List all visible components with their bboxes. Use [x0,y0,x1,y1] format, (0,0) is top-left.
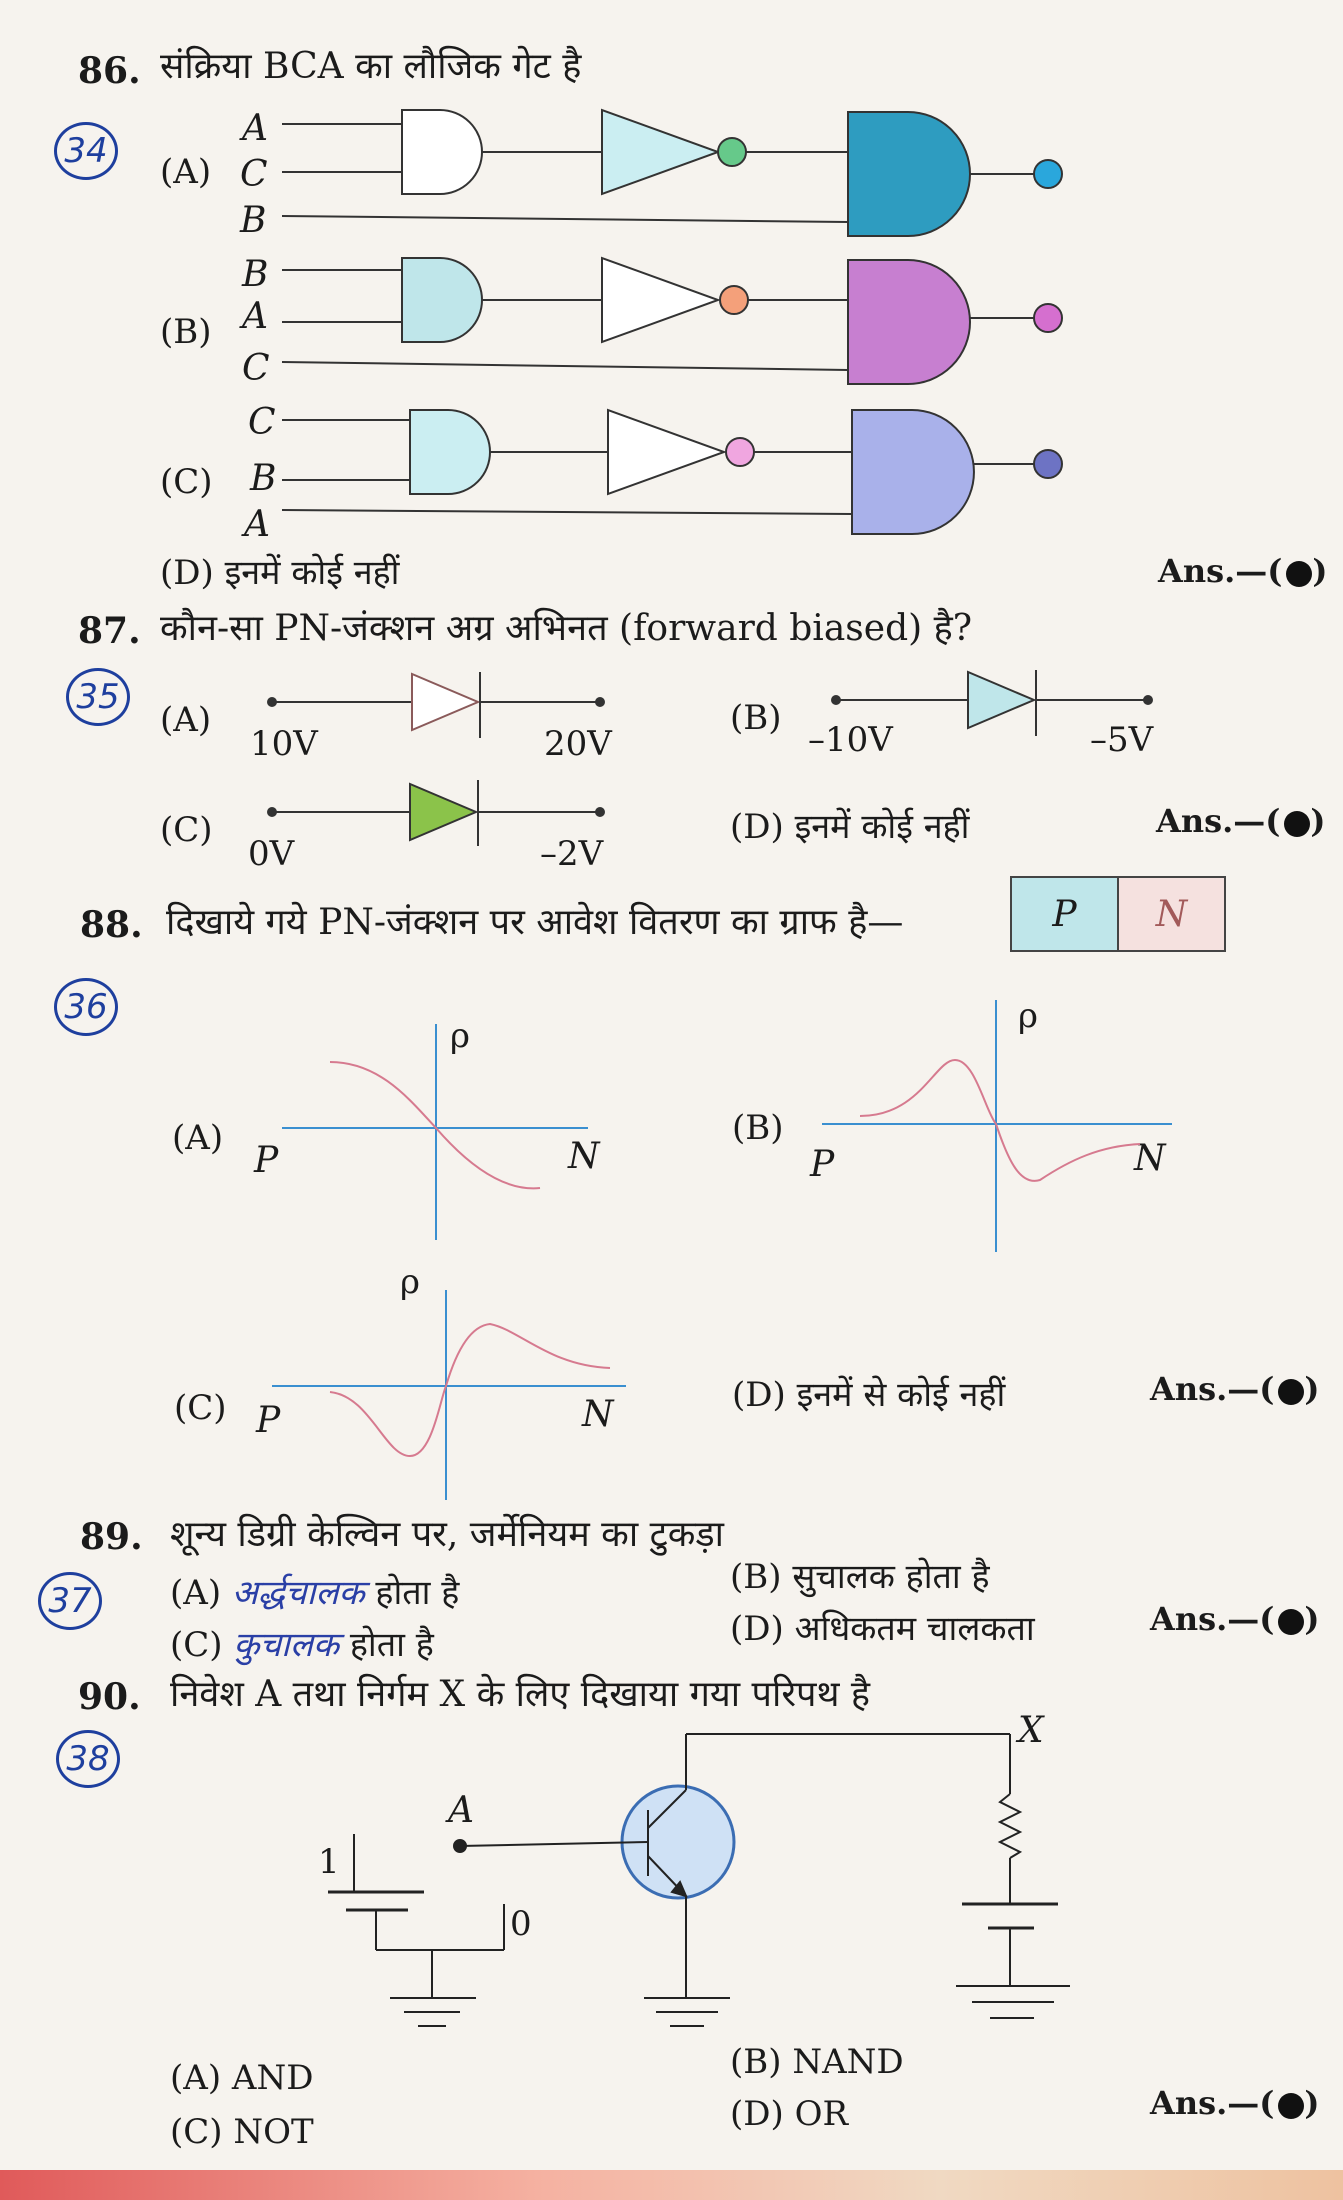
q86-text: संक्रिया BCA का लौजिक गेट है [160,46,582,87]
q88-text: दिखाये गये PN-जंक्शन पर आवेश वितरण का ग्राफ है— [166,902,904,943]
q86-answer-label: Ans.—( [1158,552,1283,590]
q86-note-circle: 34 [54,122,118,180]
q89-option-a-key: (A) [170,1573,222,1613]
graph-a-n-label: N [568,1136,600,1177]
q90-option-a-key: (A) [170,2058,222,2098]
q86-answer: Ans.—( ) [1158,552,1328,590]
graph-c-n-label: N [582,1394,614,1435]
graph-c-rho-label: ρ [400,1262,420,1302]
q90-answer-label: Ans.—( [1150,2084,1275,2122]
q87-option-d-key: (D) [730,807,784,847]
q90-answer: Ans.—( ) [1150,2084,1320,2122]
q90-option-a [170,2058,313,2098]
q87-c-left-voltage: 0V [248,834,295,874]
q89-option-a-suffix: होता है [375,1573,460,1613]
n-region-label: N [1155,893,1188,935]
answer-dot-icon [1278,2093,1304,2119]
p-region-label: P [1052,893,1077,935]
graph-a-rho-label: ρ [450,1016,470,1056]
q87-option-a-key: (A) [160,700,212,740]
q88-answer-label: Ans.—( [1150,1370,1275,1408]
circuit-one-label: 1 [318,1842,340,1882]
graph-c-p-label: P [256,1400,281,1441]
q87-option-b-key: (B) [730,698,782,738]
q87-a-right-voltage: 20V [544,724,612,764]
q86-option-c-key: (C) [160,462,213,502]
q86-option-a-key: (A) [160,152,212,192]
graph-a-p-label: P [254,1140,279,1181]
q90-option-d-key: (D) [730,2094,784,2134]
q86-a-input-2: C [240,154,268,195]
q86-option-b-key: (B) [160,312,212,352]
q87-option-c-key: (C) [160,810,213,850]
circuit-input-label: A [448,1790,474,1831]
q89-answer: Ans.—( ) [1150,1600,1320,1638]
q89-number: 89. [80,1516,143,1558]
q86-c-input-1: C [248,402,276,443]
q89-option-d-key: (D) [730,1609,784,1649]
q89-option-d-text: अधिकतम चालकता [794,1609,1035,1649]
graph-b-p-label: P [810,1144,835,1185]
q87-number: 87. [78,610,141,652]
q89-option-a-text: अर्द्धचालक [231,1573,365,1613]
q89-text: शून्य डिग्री केल्विन पर, जर्मेनियम का टुकड़ा [170,1514,724,1555]
q90-option-b-key: (B) [730,2042,782,2082]
graph-b-rho-label: ρ [1018,996,1038,1036]
q86-b-input-3: C [242,348,270,389]
q87-answer-label: Ans.—( [1156,802,1281,840]
q86-b-input-1: B [242,254,269,295]
q87-b-right-voltage: –5V [1090,720,1154,760]
q88-option-b-key: (B) [732,1108,784,1148]
q90-option-c [170,2112,314,2152]
q89-option-b-text: सुचालक होता है [792,1557,990,1597]
q90-option-a-text: AND [231,2058,314,2098]
q86-option-d-text: इनमें कोई नहीं [224,553,400,593]
q87-a-left-voltage: 10V [250,724,318,764]
q90-option-b [730,2042,904,2082]
resistor-icon [1000,1794,1020,1858]
q90-option-d-text: OR [794,2094,849,2134]
circuit-output-label: X [1018,1710,1044,1751]
q88-answer: Ans.—( ) [1150,1370,1320,1408]
q88-note-circle: 36 [54,978,118,1036]
q87-answer: Ans.—( ) [1156,802,1326,840]
q90-option-b-text: NAND [792,2042,904,2082]
q87-note-circle: 35 [66,668,130,726]
q90-option-c-key: (C) [170,2112,223,2152]
q87-c-right-voltage: –2V [540,834,604,874]
q88-option-d-text: इनमें से कोई नहीं [796,1375,1006,1415]
q90-number: 90. [78,1676,141,1718]
q90-option-d [730,2094,848,2134]
q87-b-left-voltage: –10V [808,720,893,760]
q89-option-b-key: (B) [730,1557,782,1597]
q86-a-input-1: A [242,108,268,149]
q86-c-input-2: B [250,458,277,499]
q89-answer-label: Ans.—( [1150,1600,1275,1638]
q88-number: 88. [80,904,143,946]
q90-option-c-text: NOT [233,2112,314,2152]
q89-option-c-key: (C) [170,1625,223,1665]
q86-a-input-3: B [240,200,267,241]
q86-option-d-key: (D) [160,553,214,593]
circuit-zero-label: 0 [510,1904,532,1944]
q88-option-c-key: (C) [174,1388,227,1428]
q90-text: निवेश A तथा निर्गम X के लिए दिखाया गया परिपथ है [170,1674,871,1715]
q86-number: 86. [78,50,141,92]
q86-c-input-3: A [244,504,270,545]
q90-note-circle: 38 [56,1730,120,1788]
q89-option-c-suffix: होता है [349,1625,434,1665]
q89-option-c-text: कुचालक [233,1625,340,1665]
q88-option-a-key: (A) [172,1118,224,1158]
q89-note-circle: 37 [38,1572,102,1630]
q86-b-input-2: A [242,296,268,337]
q87-option-d-text: इनमें कोई नहीं [794,807,970,847]
q87-text: कौन-सा PN-जंक्शन अग्र अभिनत (forward biased) है? [160,608,973,649]
graph-b-n-label: N [1134,1138,1166,1179]
page-bottom-decoration [0,2170,1343,2200]
q88-option-d-key: (D) [732,1375,786,1415]
